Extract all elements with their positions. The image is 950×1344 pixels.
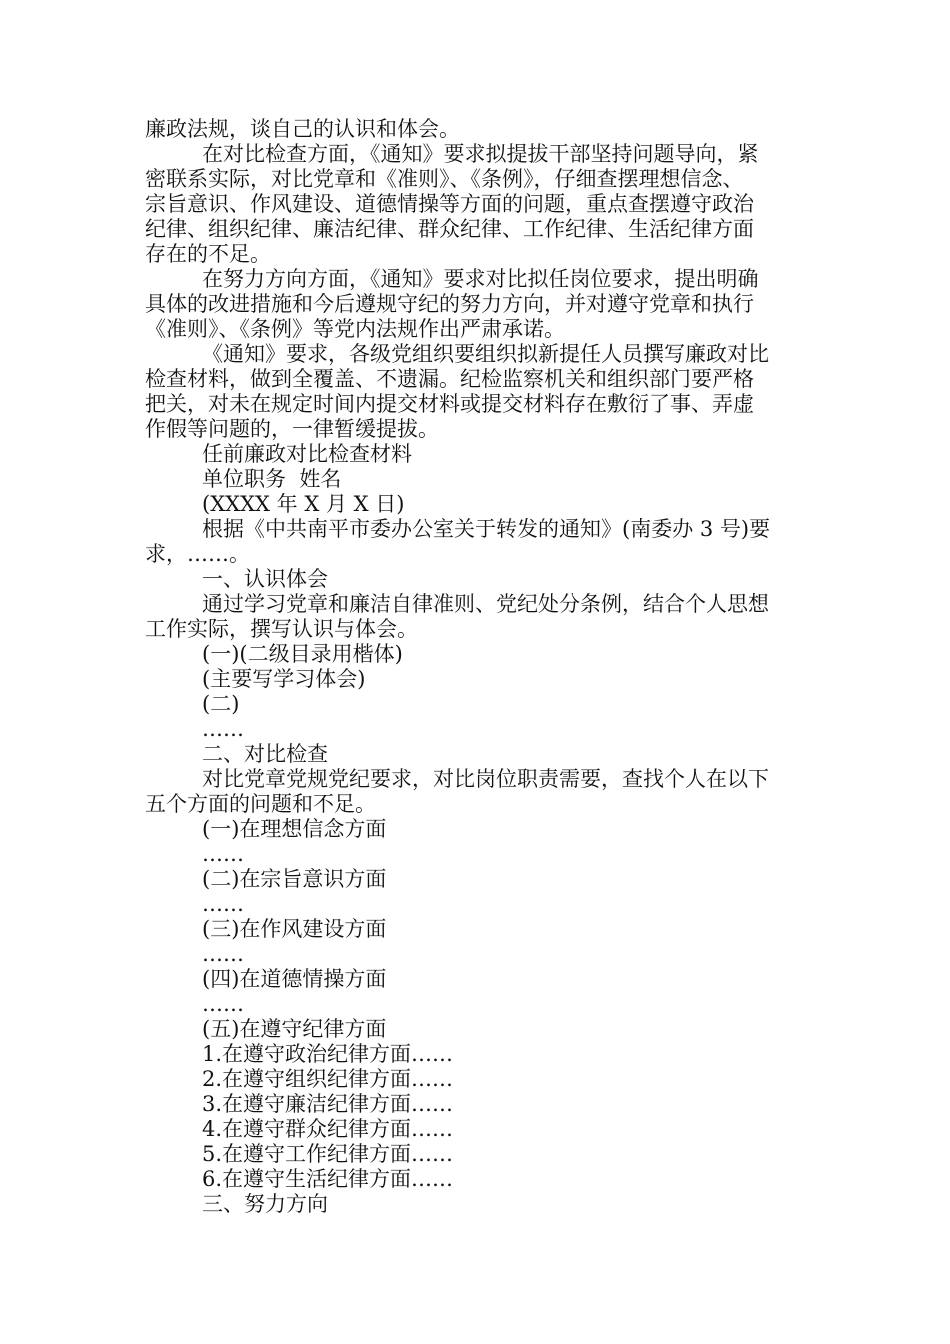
document-line: (主要写学习体会) — [202, 667, 366, 691]
document-line: 二、对比检查 — [202, 742, 328, 766]
document-line: 具体的改进措施和今后遵规守纪的努力方向，并对遵守党章和执行 — [145, 292, 754, 316]
document-line: (五)在遵守纪律方面 — [202, 1017, 387, 1041]
document-line: 作假等问题的，一律暂缓提拔。 — [145, 417, 439, 441]
document-page — [145, 117, 810, 1217]
document-line: (二) — [202, 692, 240, 716]
document-line: …… — [202, 942, 244, 966]
document-line: 在努力方向方面，《通知》要求对比拟任岗位要求，提出明确 — [202, 267, 759, 291]
document-line: 纪律、组织纪律、廉洁纪律、群众纪律、工作纪律、生活纪律方面 — [145, 217, 754, 241]
document-line: 在对比检查方面，《通知》要求拟提拔干部坚持问题导向，紧 — [202, 142, 759, 166]
document-line: 2.在遵守组织纪律方面…… — [202, 1067, 454, 1091]
document-line: 根据《中共南平市委办公室关于转发的通知》(南委办 3 号)要 — [202, 517, 771, 541]
document-line: 《通知》要求，各级党组织要组织拟新提任人员撰写廉政对比 — [202, 342, 769, 366]
document-line: …… — [202, 842, 244, 866]
document-line: 6.在遵守生活纪律方面…… — [202, 1167, 454, 1191]
document-line: 工作实际，撰写认识与体会。 — [145, 617, 418, 641]
document-line: 3.在遵守廉洁纪律方面…… — [202, 1092, 454, 1116]
document-line: (一)(二级目录用楷体) — [202, 642, 403, 666]
document-line: 通过学习党章和廉洁自律准则、党纪处分条例，结合个人思想 — [202, 592, 769, 616]
document-line: 单位职务 姓名 — [202, 467, 342, 491]
document-line: 三、努力方向 — [202, 1192, 328, 1216]
document-line: (二)在宗旨意识方面 — [202, 867, 387, 891]
document-line: 1.在遵守政治纪律方面…… — [202, 1042, 454, 1066]
document-line: 存在的不足。 — [145, 242, 271, 266]
document-line: 廉政法规，谈自己的认识和体会。 — [145, 117, 460, 141]
document-line: (XXXX 年 X 月 X 日) — [202, 492, 405, 516]
document-line: 检查材料，做到全覆盖、不遗漏。纪检监察机关和组织部门要严格 — [145, 367, 754, 391]
document-line: 5.在遵守工作纪律方面…… — [202, 1142, 454, 1166]
document-line: 五个方面的问题和不足。 — [145, 792, 376, 816]
document-line: 一、认识体会 — [202, 567, 328, 591]
document-line: 任前廉政对比检查材料 — [202, 442, 412, 466]
document-line: …… — [202, 717, 244, 741]
document-line: 密联系实际，对比党章和《准则》、《条例》，仔细查摆理想信念、 — [145, 167, 744, 191]
document-line: 把关，对未在规定时间内提交材料或提交材料存在敷衍了事、弄虚 — [145, 392, 754, 416]
document-line: (四)在道德情操方面 — [202, 967, 387, 991]
document-line: 对比党章党规党纪要求，对比岗位职责需要，查找个人在以下 — [202, 767, 769, 791]
document-line: 《准则》、《条例》等党内法规作出严肃承诺。 — [145, 317, 565, 341]
document-line: (三)在作风建设方面 — [202, 917, 387, 941]
document-line: 宗旨意识、作风建设、道德情操等方面的问题，重点查摆遵守政治 — [145, 192, 754, 216]
document-line: (一)在理想信念方面 — [202, 817, 387, 841]
document-line: 求，……。 — [145, 542, 250, 566]
document-line: …… — [202, 892, 244, 916]
document-line: …… — [202, 992, 244, 1016]
document-line: 4.在遵守群众纪律方面…… — [202, 1117, 454, 1141]
